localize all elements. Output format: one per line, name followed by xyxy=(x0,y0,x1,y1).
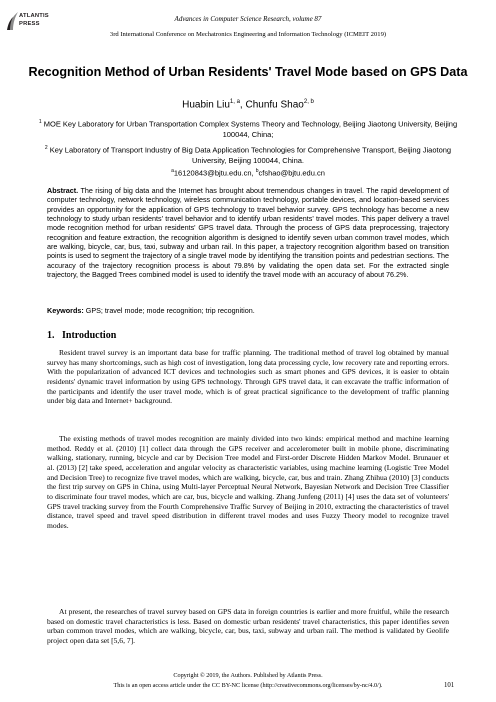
email-mark: a xyxy=(171,168,174,174)
abstract xyxy=(47,186,449,279)
author-emails xyxy=(0,168,496,178)
body-paragraph: The existing methods of travel modes recognition are mainly divided into two kinds: empirical method and machine learning method. Reddy et al. (2010) [1] collect data through the GPS receiver and accelerometer built in mobile phone, discriminating walking, stationary, running, bicycle and car by Decision Tree model and First-order Discrete Hidden Markov Model. Brunauer et al. (2013) [2] take speed, acceleration and angular velocity as characteristic variables, using machine learning (Logistic Tree Model and Decision Tree) to recognize five travel modes, which are walking, bicycle, car, bus and train. Zhang Zhihua (2010) [3] conducts the first trip survey on GPS in China, using Multi-layer Perceptual Neural Network, Bayesian Network and Decision Tree Classifier to discriminate four travel modes, which are car, bus, bicycle and walking. Zhang Junfeng (2011) [4] uses the data set of volunteers' GPS travel tracking survey from the Fourth Comprehensive Traffic Survey of Beijing in 2010, extracting the characteristics of travel distance, travel speed and travel speed distribution in different travel modes and uses Fuzzy Theory model to recognize travel modes. xyxy=(47,434,449,530)
section-title: Introduction xyxy=(62,330,117,341)
keywords-label: Keywords: xyxy=(47,306,84,315)
running-head: Advances in Computer Science Research, volume 87 xyxy=(174,15,322,23)
footer-license[interactable]: This is an open access article under the CC BY-NC license (http://creativecommons.org/licenses/by-nc/4.0/). xyxy=(113,682,383,689)
affiliation xyxy=(30,117,466,140)
keywords xyxy=(47,306,449,315)
page-number: 101 xyxy=(444,682,455,689)
abstract-text: The rising of big data and the Internet has brought about tremendous changes in travel. The rapid development of computer technology, network technology, wireless communication technology, portable devices, and location-based services provides an opportunity for the application of GPS technology to travel behavior survey. GPS technology has become a new technology to study urban residents' travel behavior and to identify urban residents' travel modes. This paper delivery a travel mode recognition method for urban residents' GPS travel data. Through the process of GPS data preprocessing, trajectory recognition and feature extraction, the recognition algorithm is designed to identify seven urban common travel modes, which are walking, bicycle, car, bus, taxi, subway and urban rail. In this paper, a trajectory recognition algorithm based on transition points is used to segment the trajectory of a single travel mode by identifying the transition points and pedestrian sections. The accuracy of the trajectory recognition process is about 79.8% by validating the open data set. For the extracted single trajectory, the Bagged Trees combined model is used to identify the travel mode with an accuracy of about 76.2%. xyxy=(47,186,450,279)
logo-line-1: ATLANTIS xyxy=(19,13,49,19)
email-mark: b xyxy=(255,168,259,174)
logo-line-2: PRESS xyxy=(19,20,40,27)
author-list xyxy=(0,99,496,110)
affiliation-mark: 2 xyxy=(44,145,48,151)
author-name: Huabin Liu xyxy=(182,99,230,111)
affiliation-mark: 1 xyxy=(38,119,42,125)
affiliation-text: Key Laboratory of Transport Industry of Big Data Application Technologies for Comprehensive Transport, Beijing Jiaotong University, Beijing 100044, China. xyxy=(49,145,452,165)
email-address[interactable]: 16120843@bjtu.edu.cn xyxy=(173,168,252,178)
author-marks: 2, b xyxy=(303,99,314,105)
conference-name: 3rd International Conference on Mechatronics Engineering and Information Technology (ICMEIT 2019) xyxy=(109,31,387,38)
footer-copyright: Copyright © 2019, the Authors. Published by Atlantis Press. xyxy=(173,672,323,679)
author-separator: , xyxy=(239,99,246,111)
keywords-text: GPS; travel mode; mode recognition; trip recognition. xyxy=(85,306,255,315)
section-heading xyxy=(47,330,116,341)
section-number: 1. xyxy=(47,330,55,341)
author-name: Chunfu Shao xyxy=(245,99,304,111)
email-address[interactable]: cfshao@bjtu.edu.cn xyxy=(258,168,325,178)
author-marks: 1, a xyxy=(229,99,240,105)
body-paragraph: At present, the researches of travel survey based on GPS data in foreign countries is earlier and more fruitful, while the research based on domestic travel characteristics is less. Based on domestic urban residents' travel characteristics, this paper identifies seven urban common travel modes, which are walking, bicycle, car, bus, taxi, subway and urban rail. The method is validated by Geolife project open data set [5,6, 7]. xyxy=(47,607,449,645)
paper-title: Recognition Method of Urban Residents' Travel Mode based on GPS Data xyxy=(28,65,468,79)
abstract-label: Abstract. xyxy=(47,186,79,195)
affiliation xyxy=(30,143,466,166)
body-paragraph: Resident travel survey is an important data base for traffic planning. The traditional method of travel log obtained by manual survey has many shortcomings, such as high cost of investigation, long data processing cycle, low recovery rate and reporting errors. With the popularization of advanced ICT devices and technologies such as smart phones and GPS devices, it is easier to obtain residents' dynamic travel information by using GPS technology. Through GPS travel data, it can excavate the traffic information of the participants and identify the user travel mode, which is of great practical significance to the development of traffic planning under big data and Internet+ background. xyxy=(47,348,449,406)
affiliation-text: MOE Key Laboratory for Urban Transportation Complex Systems Theory and Technology, Beijing Jiaotong University, Beijing 100044, China; xyxy=(43,119,458,139)
email-separator: , xyxy=(251,168,256,178)
